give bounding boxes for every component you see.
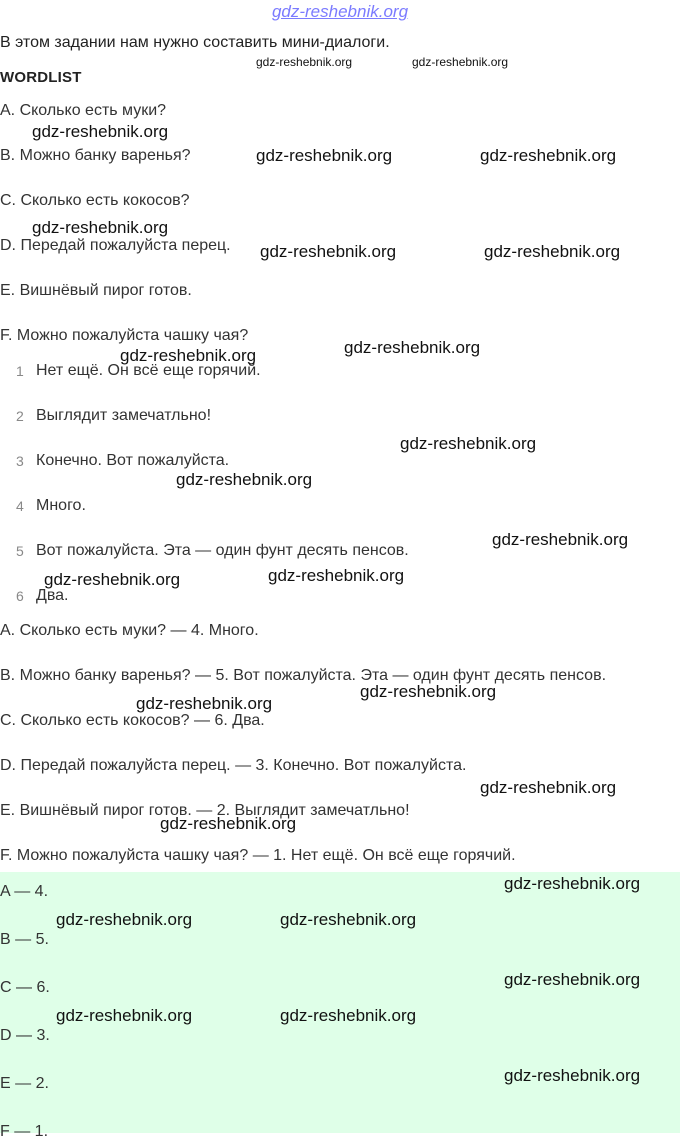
watermark: gdz-reshebnik.org	[480, 778, 617, 797]
intro-text: В этом задании нам нужно составить мини-диалоги.	[0, 34, 390, 51]
key-b: B — 5.	[0, 931, 49, 948]
watermark: gdz-reshebnik.org	[56, 910, 193, 929]
watermark: gdz-reshebnik.org	[480, 146, 617, 165]
reply-text: Конечно. Вот пожалуйста.	[36, 452, 230, 469]
key-e: E — 2.	[0, 1075, 49, 1092]
watermark: gdz-reshebnik.org	[492, 530, 629, 549]
header-watermark-link[interactable]: gdz-reshebnik.org	[271, 2, 409, 21]
watermark: gdz-reshebnik.org	[504, 970, 641, 989]
reply-text: Два.	[36, 587, 69, 604]
question-d: D. Передай пожалуйста перец.	[0, 237, 231, 254]
reply-text: Нет ещё. Он всё еще горячий.	[36, 362, 261, 379]
answer-f: F. Можно пожалуйста чашку чая? — 1. Нет ещё. Он всё еще горячий.	[0, 847, 516, 864]
watermark: gdz-reshebnik.org	[280, 1006, 417, 1025]
reply-number: 5	[16, 543, 24, 559]
watermark: gdz-reshebnik.org	[256, 146, 393, 165]
answer-a: A. Сколько есть муки? — 4. Много.	[0, 622, 259, 639]
watermark: gdz-reshebnik.org	[56, 1006, 193, 1025]
key-f: F — 1.	[0, 1123, 49, 1140]
watermark: gdz-reshebnik.org	[256, 55, 353, 69]
question-f: F. Можно пожалуйста чашку чая?	[0, 327, 249, 344]
watermark: gdz-reshebnik.org	[280, 910, 417, 929]
answer-b: B. Можно банку варенья? — 5. Вот пожалуйста. Эта — один фунт десять пенсов.	[0, 667, 607, 684]
watermark: gdz-reshebnik.org	[32, 122, 169, 141]
reply-number: 4	[16, 498, 24, 514]
answer-d: D. Передай пожалуйста перец. — 3. Конечно. Вот пожалуйста.	[0, 757, 467, 774]
watermark: gdz-reshebnik.org	[160, 814, 297, 833]
watermark: gdz-reshebnik.org	[44, 570, 181, 589]
reply-number: 3	[16, 453, 24, 469]
key-a: A — 4.	[0, 883, 49, 900]
answer-c: C. Сколько есть кокосов? — 6. Два.	[0, 712, 265, 729]
watermark: gdz-reshebnik.org	[176, 470, 313, 489]
reply-number: 1	[16, 363, 24, 379]
reply-text: Выглядит замечатльно!	[36, 407, 212, 424]
reply-text: Много.	[36, 497, 86, 514]
watermark: gdz-reshebnik.org	[344, 338, 481, 357]
watermark: gdz-reshebnik.org	[120, 346, 257, 365]
watermark: gdz-reshebnik.org	[504, 1066, 641, 1085]
watermark: gdz-reshebnik.org	[360, 682, 497, 701]
key-c: C — 6.	[0, 979, 50, 996]
watermark: gdz-reshebnik.org	[400, 434, 537, 453]
watermark: gdz-reshebnik.org	[136, 694, 273, 713]
reply-text: Вот пожалуйста. Эта — один фунт десять пенсов.	[36, 542, 409, 559]
wordlist-heading: WORDLIST	[0, 69, 82, 86]
watermark: gdz-reshebnik.org	[484, 242, 621, 261]
key-d: D — 3.	[0, 1027, 50, 1044]
watermark: gdz-reshebnik.org	[504, 874, 641, 893]
question-a: A. Сколько есть муки?	[0, 102, 167, 119]
reply-number: 2	[16, 408, 24, 424]
watermark: gdz-reshebnik.org	[268, 566, 405, 585]
answer-e: E. Вишнёвый пирог готов. — 2. Выглядит замечатльно!	[0, 802, 410, 819]
watermark: gdz-reshebnik.org	[32, 218, 169, 237]
question-b: B. Можно банку варенья?	[0, 147, 191, 164]
watermark: gdz-reshebnik.org	[260, 242, 397, 261]
question-e: E. Вишнёвый пирог готов.	[0, 282, 192, 299]
question-c: C. Сколько есть кокосов?	[0, 192, 190, 209]
reply-number: 6	[16, 588, 24, 604]
watermark: gdz-reshebnik.org	[412, 55, 509, 69]
